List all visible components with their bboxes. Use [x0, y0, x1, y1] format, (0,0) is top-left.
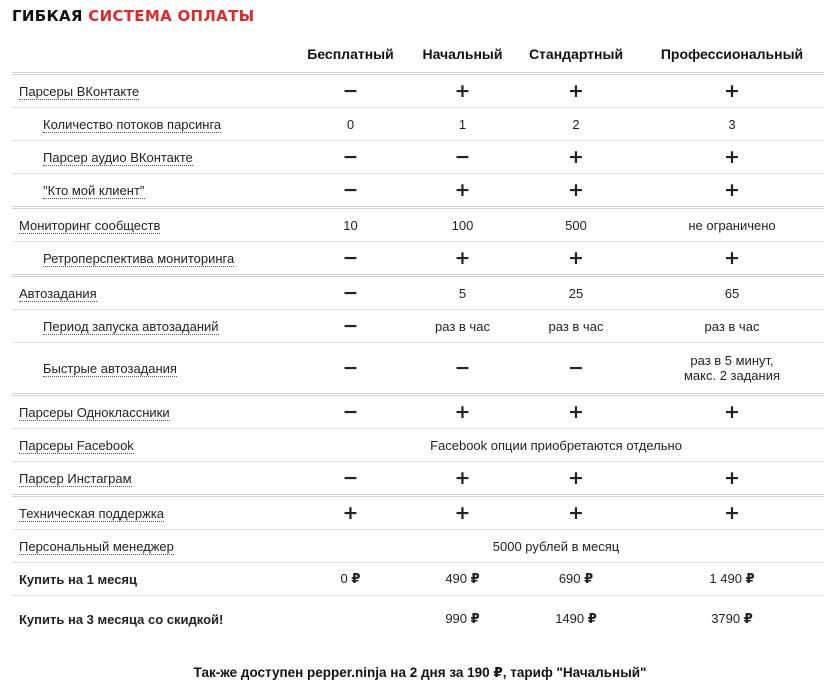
table-row	[12, 141, 824, 174]
value-cell: −	[413, 343, 512, 395]
value-cell: 25	[512, 276, 640, 310]
price-value: 3790	[711, 611, 741, 626]
value-cell: 5	[413, 276, 512, 310]
price-cell[interactable]	[413, 596, 512, 643]
title-part-1: ГИБКАЯ	[12, 7, 83, 25]
plan-header-standard: Стандартный	[528, 46, 624, 62]
table-row	[12, 310, 824, 343]
feature-fast-autotasks[interactable]: Быстрые автозадания	[43, 360, 177, 376]
value-cell: +	[512, 462, 640, 496]
ruble-icon: ₽	[584, 571, 594, 586]
table-row	[12, 530, 824, 563]
value-cell: +	[640, 141, 824, 174]
value-cell: +	[640, 242, 824, 276]
value-cell: −	[288, 74, 413, 108]
value-cell	[640, 343, 824, 395]
page-title	[12, 7, 254, 25]
value-cell: +	[512, 496, 640, 530]
feature-autotasks[interactable]: Автозадания	[19, 285, 97, 301]
ruble-icon: ₽	[587, 611, 597, 626]
value-cell: +	[512, 74, 640, 108]
table-row	[12, 429, 824, 462]
value-cell: 3	[640, 108, 824, 141]
feature-vk-audio-parser[interactable]: Парсер аудио ВКонтакте	[43, 149, 193, 165]
table-row	[12, 462, 824, 496]
feature-column-header	[12, 36, 288, 74]
table-row	[12, 276, 824, 310]
value-cell: +	[413, 496, 512, 530]
footer-note: Так-же доступен pepper.ninja на 2 дня за 190 ₽, тариф "Начальный"	[193, 665, 647, 680]
value-cell: раз в час	[413, 310, 512, 343]
value-cell: −	[288, 310, 413, 343]
value-cell: не ограничено	[640, 208, 824, 242]
value-cell: 2	[512, 108, 640, 141]
plan-header-row	[12, 36, 824, 74]
price-cell-empty	[288, 596, 413, 643]
feature-ok-parsers[interactable]: Парсеры Одноклассники	[19, 404, 170, 420]
price-value: 990	[445, 611, 468, 626]
price-cell[interactable]	[640, 596, 824, 643]
ruble-icon: ₽	[745, 571, 755, 586]
price-cell[interactable]	[288, 563, 413, 596]
value-cell: +	[640, 174, 824, 208]
value-cell: −	[288, 395, 413, 429]
ruble-icon: ₽	[470, 611, 480, 626]
feature-vk-parsers[interactable]: Парсеры ВКонтакте	[19, 83, 140, 99]
value-cell: −	[288, 174, 413, 208]
price-cell[interactable]	[512, 596, 640, 643]
feature-monitoring-retrospective[interactable]: Ретроперспектива мониторинга	[43, 250, 235, 266]
feature-tech-support[interactable]: Техническая поддержка	[19, 505, 164, 521]
merged-value-cell: 5000 рублей в месяц	[288, 530, 824, 563]
price-value: 1490	[555, 611, 585, 626]
value-cell: 0	[288, 108, 413, 141]
price-cell[interactable]	[640, 563, 824, 596]
value-cell: +	[512, 242, 640, 276]
value-cell: +	[413, 74, 512, 108]
plan-header-free: Бесплатный	[307, 46, 394, 62]
table-row	[12, 242, 824, 276]
value-cell: 10	[288, 208, 413, 242]
buy-3-months-row	[12, 596, 824, 643]
ruble-icon: ₽	[743, 611, 753, 626]
feature-community-monitoring[interactable]: Мониторинг сообществ	[19, 217, 161, 233]
value-cell: раз в час	[640, 310, 824, 343]
value-cell: 500	[512, 208, 640, 242]
value-cell: +	[640, 462, 824, 496]
buy-1-month-row	[12, 563, 824, 596]
buy-1-month-label: Купить на 1 месяц	[12, 563, 288, 596]
price-cell[interactable]	[413, 563, 512, 596]
title-part-2: СИСТЕМА ОПЛАТЫ	[88, 7, 255, 25]
merged-value-cell: Facebook опции приобретаются отдельно	[288, 429, 824, 462]
value-cell: −	[288, 343, 413, 395]
fast-autotasks-limit: макс. 2 задания	[683, 368, 781, 383]
value-cell: +	[640, 74, 824, 108]
value-cell: +	[640, 496, 824, 530]
price-cell[interactable]	[512, 563, 640, 596]
value-cell: −	[288, 462, 413, 496]
price-value: 490	[445, 571, 468, 586]
value-cell: раз в час	[512, 310, 640, 343]
price-value: 690	[558, 571, 581, 586]
ruble-icon: ₽	[351, 571, 361, 586]
plan-header-basic: Начальный	[422, 46, 503, 62]
table-row	[12, 174, 824, 208]
value-cell: −	[288, 141, 413, 174]
table-row	[12, 74, 824, 108]
feature-parsing-threads[interactable]: Количество потоков парсинга	[43, 116, 222, 132]
feature-facebook-parsers[interactable]: Парсеры Facebook	[19, 437, 134, 453]
value-cell: 1	[413, 108, 512, 141]
price-value: 1 490	[709, 571, 742, 586]
value-cell: +	[413, 174, 512, 208]
table-row	[12, 395, 824, 429]
value-cell: +	[288, 496, 413, 530]
table-row	[12, 208, 824, 242]
feature-instagram-parser[interactable]: Парсер Инстаграм	[19, 470, 132, 486]
plan-header-professional: Профессиональный	[660, 46, 804, 62]
value-cell: +	[413, 462, 512, 496]
feature-personal-manager[interactable]: Персональный менеджер	[19, 538, 174, 554]
value-cell: −	[288, 276, 413, 310]
value-cell: −	[512, 343, 640, 395]
feature-autotask-period[interactable]: Период запуска автозаданий	[43, 318, 219, 334]
value-cell: −	[413, 141, 512, 174]
value-cell: +	[512, 141, 640, 174]
pricing-table	[12, 36, 824, 642]
value-cell: 100	[413, 208, 512, 242]
value-cell: +	[413, 242, 512, 276]
value-cell: 65	[640, 276, 824, 310]
fast-autotasks-rate: раз в 5 минут,	[690, 353, 774, 368]
table-row	[12, 343, 824, 395]
table-row	[12, 108, 824, 141]
value-cell: +	[413, 395, 512, 429]
price-value: 0	[340, 571, 348, 586]
feature-who-is-my-client[interactable]: "Кто мой клиент"	[43, 182, 145, 198]
ruble-icon: ₽	[470, 571, 480, 586]
value-cell: +	[640, 395, 824, 429]
value-cell: −	[288, 242, 413, 276]
buy-3-months-label: Купить на 3 месяца со скидкой!	[12, 596, 288, 643]
value-cell: +	[512, 395, 640, 429]
value-cell: +	[512, 174, 640, 208]
table-row	[12, 496, 824, 530]
